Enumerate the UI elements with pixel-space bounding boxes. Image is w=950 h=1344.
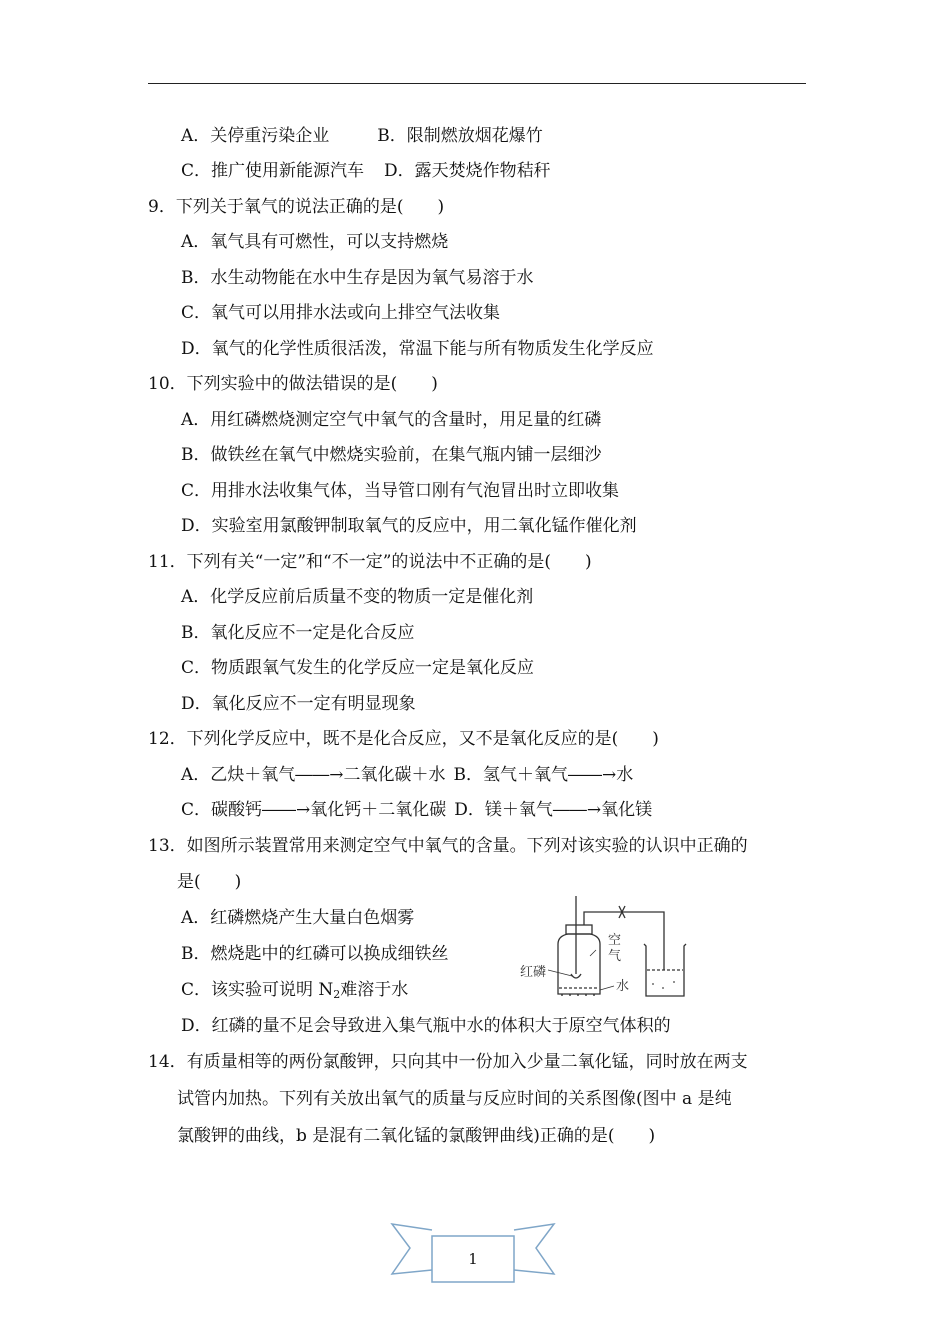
q12-option-cd bbox=[181, 798, 652, 822]
q11-option-a: A．化学反应前后质量不变的物质一定是催化剂 bbox=[181, 587, 534, 607]
q13-option-c-text: C．该实验可说明 N bbox=[181, 980, 334, 1000]
q13-option-c-rest: 难溶于水 bbox=[340, 980, 409, 1000]
q13-option-a: A．红磷燃烧产生大量白色烟雾 bbox=[181, 908, 415, 928]
delivery-tube bbox=[584, 912, 664, 970]
q13-option-c-subscript: 2 bbox=[333, 988, 341, 1001]
q10-option-b: B．做铁丝在氧气中燃烧实验前，在集气瓶内铺一层细沙 bbox=[181, 445, 602, 465]
q8-option-a: A．关停重污染企业 bbox=[181, 126, 330, 146]
q12-option-a: A．乙炔＋氧气――→二氧化碳＋水 bbox=[181, 765, 446, 785]
q8-option-ab bbox=[181, 124, 543, 148]
q12-option-ab bbox=[181, 763, 633, 787]
label-air-1: 空 bbox=[608, 933, 622, 948]
q11-stem: 11．下列有关“一定”和“不一定”的说法中不正确的是( ) bbox=[148, 552, 592, 572]
q11-option-c: C．物质跟氧气发生的化学反应一定是氧化反应 bbox=[181, 658, 535, 678]
q8-option-c: C．推广使用新能源汽车 bbox=[181, 161, 365, 181]
q13-option-d: D．红磷的量不足会导致进入集气瓶中水的体积大于原空气体积的 bbox=[181, 1016, 671, 1036]
q11-option-b: B．氧化反应不一定是化合反应 bbox=[181, 623, 415, 643]
q8-option-cd bbox=[181, 159, 551, 183]
label-water: 水 bbox=[616, 979, 630, 994]
q12-option-c: C．碳酸钙――→氧化钙＋二氧化碳 bbox=[181, 800, 447, 820]
combustion-spoon bbox=[571, 974, 581, 978]
page-number: 1 bbox=[468, 1250, 478, 1268]
q12-option-b: B．氢气＋氧气――→水 bbox=[453, 765, 634, 785]
q8-option-d: D．露天焚烧作物秸秆 bbox=[384, 161, 551, 181]
q9-option-a: A．氧气具有可燃性，可以支持燃烧 bbox=[181, 232, 449, 252]
header-rule bbox=[148, 83, 806, 84]
q12-option-d: D．镁＋氧气――→氧化镁 bbox=[454, 800, 653, 820]
q14-stem-line2: 试管内加热。下列有关放出氧气的质量与反应时间的关系图像(图中 a 是纯 bbox=[177, 1089, 732, 1109]
q10-stem: 10．下列实验中的做法错误的是( ) bbox=[148, 374, 438, 394]
rubber-stopper bbox=[566, 925, 592, 934]
q9-option-b: B．水生动物能在水中生存是因为氧气易溶于水 bbox=[181, 268, 534, 288]
label-air-2: 气 bbox=[608, 949, 622, 964]
phosphorus-leader bbox=[548, 970, 572, 976]
q14-stem-line3: 氯酸钾的曲线，b 是混有二氧化锰的氯酸钾曲线)正确的是( ) bbox=[177, 1126, 656, 1146]
q10-option-a: A．用红磷燃烧测定空气中氧气的含量时，用足量的红磷 bbox=[181, 410, 602, 430]
q14-stem-line1: 14．有质量相等的两份氯酸钾，只向其中一份加入少量二氧化锰，同时放在两支 bbox=[148, 1052, 748, 1072]
q12-stem: 12．下列化学反应中，既不是化合反应，又不是氧化反应的是( ) bbox=[148, 729, 659, 749]
q10-option-d: D．实验室用氯酸钾制取氧气的反应中，用二氧化锰作催化剂 bbox=[181, 516, 637, 536]
q9-stem: 9．下列关于氧气的说法正确的是( ) bbox=[148, 197, 445, 217]
q13-stem-line2: 是( ) bbox=[177, 872, 242, 892]
q13-option-b: B．燃烧匙中的红磷可以换成细铁丝 bbox=[181, 944, 449, 964]
air-leader bbox=[590, 950, 596, 956]
q13-stem-line1: 13．如图所示装置常用来测定空气中氧气的含量。下列对该实验的认识中正确的 bbox=[148, 836, 748, 856]
q13-apparatus-figure bbox=[518, 892, 688, 1004]
ribbon-left bbox=[392, 1224, 432, 1274]
water-leader bbox=[600, 986, 614, 990]
q11-option-d: D．氧化反应不一定有明显现象 bbox=[181, 694, 416, 714]
ribbon-right bbox=[514, 1224, 554, 1274]
q9-option-c: C．氧气可以用排水法或向上排空气法收集 bbox=[181, 303, 501, 323]
label-red-phosphorus: 红磷 bbox=[520, 965, 547, 980]
gas-bottle bbox=[558, 934, 600, 994]
q8-option-b: B．限制燃放烟花爆竹 bbox=[377, 126, 543, 146]
q13-option-c bbox=[181, 978, 408, 1007]
apparatus-diagram bbox=[518, 892, 688, 1004]
q9-option-d: D．氧气的化学性质很活泼，常温下能与所有物质发生化学反应 bbox=[181, 339, 654, 359]
q10-option-c: C．用排水法收集气体，当导管口刚有气泡冒出时立即收集 bbox=[181, 481, 620, 501]
